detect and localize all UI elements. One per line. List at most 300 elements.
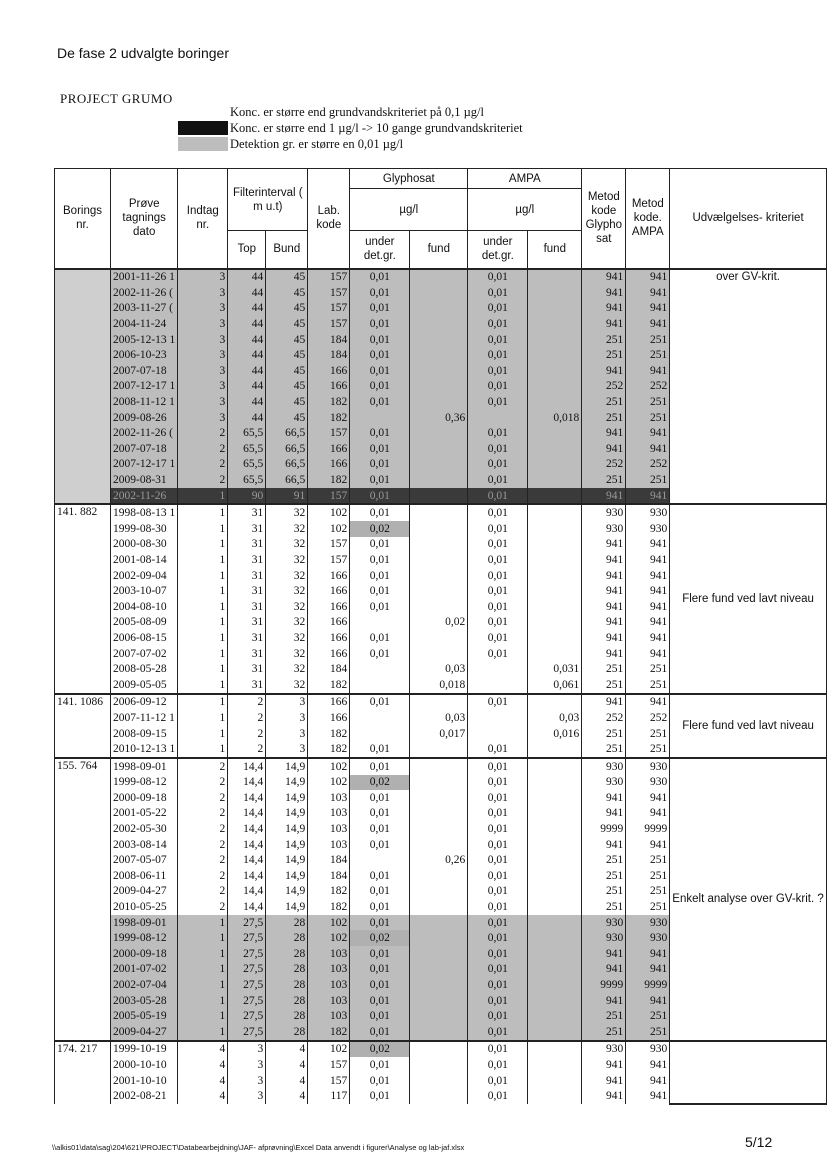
sample-date: 2010-12-13 1: [111, 741, 178, 758]
intake: 1: [178, 1008, 228, 1024]
filter-top: 27,5: [228, 1008, 266, 1024]
gly-fund: [410, 1057, 468, 1073]
metod-ampa: 251: [626, 726, 670, 742]
gly-under: 0,02: [350, 1041, 410, 1058]
gly-under: 0,01: [350, 269, 410, 286]
filter-bund: 28: [266, 1024, 308, 1041]
filter-top: 27,5: [228, 930, 266, 946]
filter-bund: 4: [266, 1041, 308, 1058]
ampa-fund: [528, 568, 582, 584]
filter-bund: 45: [266, 379, 308, 395]
filter-top: 27,5: [228, 915, 266, 931]
header-unit: µg/l: [468, 189, 582, 231]
boring-number: 141. 1086: [55, 694, 111, 758]
sample-date: 2001-07-02: [111, 962, 178, 978]
filter-top: 44: [228, 301, 266, 317]
ampa-fund: 0,03: [528, 710, 582, 726]
filter-bund: 66,5: [266, 472, 308, 488]
gly-under: 0,01: [350, 1088, 410, 1104]
selection-criteria: Flere fund ved lavt niveau: [670, 694, 826, 758]
gly-under: 0,01: [350, 630, 410, 646]
metod-ampa: 941: [626, 993, 670, 1009]
metod-gly: 941: [582, 316, 626, 332]
metod-ampa: 251: [626, 1008, 670, 1024]
legend-swatch: [178, 137, 228, 151]
lab-code: 182: [308, 884, 350, 900]
gly-under: 0,01: [350, 457, 410, 473]
ampa-under: 0,01: [468, 630, 528, 646]
sample-date: 2004-11-24: [111, 316, 178, 332]
filter-bund: 45: [266, 332, 308, 348]
intake: 1: [178, 615, 228, 631]
header-metod-ampa: Metod kode. AMPA: [626, 169, 670, 269]
header-filter: Filterinterval ( m u.t): [228, 169, 308, 231]
header-unit: µg/l: [350, 189, 468, 231]
gly-under: [350, 410, 410, 426]
intake: 2: [178, 758, 228, 775]
metod-gly: 251: [582, 1024, 626, 1041]
sample-date: 2000-10-10: [111, 1057, 178, 1073]
ampa-fund: [528, 758, 582, 775]
intake: 3: [178, 363, 228, 379]
gly-fund: 0,03: [410, 710, 468, 726]
gly-fund: [410, 441, 468, 457]
ampa-under: 0,01: [468, 962, 528, 978]
ampa-under: 0,01: [468, 852, 528, 868]
intake: 1: [178, 962, 228, 978]
metod-gly: 941: [582, 537, 626, 553]
metod-ampa: 252: [626, 457, 670, 473]
sample-date: 2001-08-14: [111, 552, 178, 568]
filter-bund: 14,9: [266, 899, 308, 915]
header-bund: Bund: [266, 231, 308, 269]
ampa-under: 0,01: [468, 930, 528, 946]
lab-code: 157: [308, 552, 350, 568]
gly-fund: [410, 1024, 468, 1041]
metod-gly: 941: [582, 1088, 626, 1104]
filter-top: 44: [228, 269, 266, 286]
gly-fund: 0,018: [410, 677, 468, 694]
ampa-fund: [528, 837, 582, 853]
metod-gly: 9999: [582, 977, 626, 993]
gly-under: 0,02: [350, 775, 410, 791]
ampa-fund: 0,061: [528, 677, 582, 694]
filter-top: 31: [228, 583, 266, 599]
filter-bund: 14,9: [266, 837, 308, 853]
gly-under: 0,01: [350, 568, 410, 584]
lab-code: 166: [308, 583, 350, 599]
lab-code: 102: [308, 915, 350, 931]
gly-under: 0,01: [350, 332, 410, 348]
ampa-fund: [528, 993, 582, 1009]
ampa-fund: [528, 441, 582, 457]
gly-under: 0,01: [350, 962, 410, 978]
ampa-fund: [528, 425, 582, 441]
gly-fund: [410, 425, 468, 441]
gly-under: 0,01: [350, 537, 410, 553]
sample-date: 2006-10-23: [111, 347, 178, 363]
metod-ampa: 930: [626, 504, 670, 521]
lab-code: 166: [308, 568, 350, 584]
sample-date: 2001-05-22: [111, 806, 178, 822]
table-row: [55, 694, 827, 711]
intake: 2: [178, 425, 228, 441]
metod-ampa: 930: [626, 521, 670, 537]
legend-text: Konc. er større end 1 µg/l -> 10 gange grundvandskriteriet: [230, 121, 523, 135]
filter-top: 65,5: [228, 457, 266, 473]
ampa-fund: [528, 583, 582, 599]
intake: 1: [178, 583, 228, 599]
ampa-under: 0,01: [468, 775, 528, 791]
filter-top: 14,4: [228, 790, 266, 806]
metod-gly: 252: [582, 379, 626, 395]
metod-ampa: 251: [626, 852, 670, 868]
metod-ampa: 941: [626, 1088, 670, 1104]
intake: 2: [178, 868, 228, 884]
metod-ampa: 9999: [626, 977, 670, 993]
intake: 3: [178, 347, 228, 363]
filter-bund: 4: [266, 1088, 308, 1104]
metod-gly: 930: [582, 1041, 626, 1058]
filter-bund: 32: [266, 552, 308, 568]
gly-under: [350, 661, 410, 677]
metod-ampa: 930: [626, 775, 670, 791]
ampa-under: 0,01: [468, 1057, 528, 1073]
ampa-under: 0,01: [468, 552, 528, 568]
filter-bund: 14,9: [266, 758, 308, 775]
gly-under: 0,01: [350, 472, 410, 488]
ampa-fund: [528, 332, 582, 348]
sample-date: 2001-11-26 1: [111, 269, 178, 286]
filter-top: 44: [228, 394, 266, 410]
lab-code: 102: [308, 521, 350, 537]
gly-fund: [410, 775, 468, 791]
sample-date: 1998-08-13 1: [111, 504, 178, 521]
ampa-under: 0,01: [468, 379, 528, 395]
intake: 2: [178, 472, 228, 488]
ampa-under: 0,01: [468, 568, 528, 584]
header-glyphosat: Glyphosat: [350, 169, 468, 189]
sample-date: 2002-09-04: [111, 568, 178, 584]
gly-fund: [410, 915, 468, 931]
filter-bund: 28: [266, 915, 308, 931]
metod-ampa: 941: [626, 316, 670, 332]
metod-ampa: 941: [626, 363, 670, 379]
ampa-fund: [528, 868, 582, 884]
ampa-fund: [528, 1041, 582, 1058]
filter-top: 3: [228, 1088, 266, 1104]
filter-top: 14,4: [228, 806, 266, 822]
metod-ampa: 941: [626, 962, 670, 978]
lab-code: 184: [308, 347, 350, 363]
lab-code: 184: [308, 868, 350, 884]
ampa-fund: [528, 316, 582, 332]
metod-gly: 9999: [582, 821, 626, 837]
lab-code: 182: [308, 410, 350, 426]
sample-date: 1999-10-19: [111, 1041, 178, 1058]
gly-under: 0,01: [350, 301, 410, 317]
filter-top: 3: [228, 1041, 266, 1058]
metod-gly: 941: [582, 962, 626, 978]
metod-ampa: 9999: [626, 821, 670, 837]
metod-gly: 251: [582, 741, 626, 758]
gly-fund: [410, 993, 468, 1009]
ampa-under: 0,01: [468, 1088, 528, 1104]
intake: 3: [178, 410, 228, 426]
sample-date: 2010-05-25: [111, 899, 178, 915]
sample-date: 2002-05-30: [111, 821, 178, 837]
ampa-fund: [528, 1073, 582, 1089]
ampa-fund: [528, 915, 582, 931]
ampa-under: 0,01: [468, 504, 528, 521]
filter-bund: 28: [266, 930, 308, 946]
sample-date: 2009-05-05: [111, 677, 178, 694]
metod-gly: 941: [582, 583, 626, 599]
sample-date: 2006-09-12: [111, 694, 178, 711]
filter-top: 65,5: [228, 441, 266, 457]
gly-fund: [410, 1008, 468, 1024]
gly-under: 0,01: [350, 946, 410, 962]
ampa-fund: [528, 599, 582, 615]
lab-code: 103: [308, 1008, 350, 1024]
legend-text: Detektion gr. er større en 0,01 µg/l: [230, 137, 404, 151]
gly-under: 0,01: [350, 583, 410, 599]
gly-under: 0,01: [350, 488, 410, 505]
metod-ampa: 251: [626, 677, 670, 694]
filter-top: 31: [228, 615, 266, 631]
lab-code: 184: [308, 852, 350, 868]
filter-top: 14,4: [228, 837, 266, 853]
gly-fund: [410, 301, 468, 317]
sample-date: 2007-05-07: [111, 852, 178, 868]
legend-swatch: [178, 121, 228, 135]
gly-fund: [410, 583, 468, 599]
sample-date: 2007-07-18: [111, 363, 178, 379]
gly-under: 0,01: [350, 646, 410, 662]
filter-top: 14,4: [228, 868, 266, 884]
gly-under: 0,01: [350, 552, 410, 568]
page-title: De fase 2 udvalgte boringer: [57, 45, 229, 61]
sample-date: 2000-09-18: [111, 790, 178, 806]
intake: 3: [178, 301, 228, 317]
sample-date: 2004-08-10: [111, 599, 178, 615]
sample-date: 2007-07-18: [111, 441, 178, 457]
sample-date: 2007-12-17 1: [111, 379, 178, 395]
legend-item: [178, 120, 523, 136]
filter-bund: 32: [266, 677, 308, 694]
gly-under: 0,01: [350, 1024, 410, 1041]
filter-top: 31: [228, 521, 266, 537]
lab-code: 157: [308, 425, 350, 441]
metod-gly: 941: [582, 646, 626, 662]
lab-code: 166: [308, 441, 350, 457]
metod-gly: 251: [582, 899, 626, 915]
metod-gly: 251: [582, 661, 626, 677]
filter-bund: 28: [266, 1008, 308, 1024]
metod-gly: 930: [582, 758, 626, 775]
boring-number: 174. 217: [55, 1041, 111, 1104]
lab-code: 166: [308, 379, 350, 395]
intake: 1: [178, 930, 228, 946]
metod-gly: 941: [582, 363, 626, 379]
metod-gly: 941: [582, 694, 626, 711]
gly-fund: [410, 394, 468, 410]
filter-top: 2: [228, 741, 266, 758]
metod-ampa: 941: [626, 837, 670, 853]
intake: 2: [178, 806, 228, 822]
lab-code: 157: [308, 488, 350, 505]
lab-code: 166: [308, 710, 350, 726]
sample-date: 2001-10-10: [111, 1073, 178, 1089]
sample-date: 1999-08-12: [111, 930, 178, 946]
metod-ampa: 941: [626, 552, 670, 568]
ampa-fund: [528, 488, 582, 505]
filter-top: 44: [228, 285, 266, 301]
gly-fund: [410, 472, 468, 488]
ampa-fund: [528, 790, 582, 806]
filter-top: 2: [228, 694, 266, 711]
filter-bund: 45: [266, 301, 308, 317]
ampa-under: 0,01: [468, 472, 528, 488]
filter-bund: 3: [266, 710, 308, 726]
lab-code: 184: [308, 332, 350, 348]
intake: 4: [178, 1041, 228, 1058]
metod-gly: 930: [582, 775, 626, 791]
gly-fund: [410, 630, 468, 646]
metod-gly: 251: [582, 677, 626, 694]
metod-gly: 941: [582, 806, 626, 822]
lab-code: 182: [308, 726, 350, 742]
lab-code: 157: [308, 1073, 350, 1089]
selection-criteria: [670, 1041, 826, 1104]
legend-item: [178, 104, 523, 120]
header-udvaelgelse: Udvælgelses- kriteriet: [670, 169, 826, 269]
intake: 1: [178, 488, 228, 505]
boring-number: 155. 764: [55, 758, 111, 1041]
lab-code: 157: [308, 537, 350, 553]
header-under: under det.gr.: [468, 231, 528, 269]
sample-date: 2002-11-26 (: [111, 425, 178, 441]
metod-ampa: 252: [626, 710, 670, 726]
filter-top: 14,4: [228, 758, 266, 775]
metod-ampa: 252: [626, 379, 670, 395]
ampa-under: 0,01: [468, 615, 528, 631]
metod-gly: 941: [582, 488, 626, 505]
filter-bund: 32: [266, 583, 308, 599]
ampa-under: 0,01: [468, 741, 528, 758]
gly-fund: [410, 379, 468, 395]
filter-top: 65,5: [228, 425, 266, 441]
ampa-under: 0,01: [468, 332, 528, 348]
lab-code: 102: [308, 504, 350, 521]
table-row: [55, 1041, 827, 1058]
ampa-fund: 0,031: [528, 661, 582, 677]
intake: 3: [178, 394, 228, 410]
ampa-fund: [528, 630, 582, 646]
ampa-fund: [528, 379, 582, 395]
boring-number: [55, 269, 111, 505]
sample-date: 2003-08-14: [111, 837, 178, 853]
intake: 1: [178, 915, 228, 931]
ampa-under: [468, 677, 528, 694]
ampa-under: 0,01: [468, 285, 528, 301]
filter-bund: 45: [266, 316, 308, 332]
lab-code: 182: [308, 741, 350, 758]
lab-code: 102: [308, 758, 350, 775]
metod-ampa: 941: [626, 537, 670, 553]
lab-code: 182: [308, 1024, 350, 1041]
metod-ampa: 941: [626, 646, 670, 662]
ampa-under: 0,01: [468, 441, 528, 457]
legend-swatch: [178, 105, 228, 119]
gly-under: 0,01: [350, 837, 410, 853]
filter-top: 31: [228, 504, 266, 521]
header-under: under det.gr.: [350, 231, 410, 269]
gly-fund: [410, 285, 468, 301]
lab-code: 103: [308, 993, 350, 1009]
gly-under: 0,01: [350, 694, 410, 711]
gly-under: [350, 615, 410, 631]
filter-top: 44: [228, 347, 266, 363]
filter-bund: 91: [266, 488, 308, 505]
intake: 1: [178, 710, 228, 726]
metod-ampa: 251: [626, 332, 670, 348]
ampa-under: 0,01: [468, 394, 528, 410]
gly-under: 0,01: [350, 599, 410, 615]
metod-gly: 930: [582, 930, 626, 946]
ampa-fund: [528, 269, 582, 286]
file-path: \\alkis01\data\sag\204\621\PROJECT\Databearbejdning\JAF- afprøvning\Excel Data anvendt i figurer\Analyse og lab-jaf.xlsx: [52, 1143, 465, 1152]
ampa-fund: [528, 301, 582, 317]
gly-under: 0,01: [350, 394, 410, 410]
metod-ampa: 251: [626, 1024, 670, 1041]
metod-gly: 941: [582, 1057, 626, 1073]
gly-fund: 0,26: [410, 852, 468, 868]
lab-code: 184: [308, 661, 350, 677]
metod-gly: 941: [582, 946, 626, 962]
boring-number: 141. 882: [55, 504, 111, 693]
filter-top: 14,4: [228, 821, 266, 837]
metod-ampa: 251: [626, 410, 670, 426]
metod-ampa: 930: [626, 1041, 670, 1058]
gly-fund: [410, 1041, 468, 1058]
gly-fund: [410, 269, 468, 286]
metod-gly: 941: [582, 552, 626, 568]
metod-ampa: 941: [626, 583, 670, 599]
gly-fund: [410, 821, 468, 837]
intake: 1: [178, 741, 228, 758]
filter-bund: 28: [266, 962, 308, 978]
metod-gly: 941: [582, 301, 626, 317]
lab-code: 102: [308, 1041, 350, 1058]
ampa-under: [468, 410, 528, 426]
intake: 4: [178, 1057, 228, 1073]
lab-code: 102: [308, 775, 350, 791]
gly-under: [350, 710, 410, 726]
header-proeve: Prøve tagnings dato: [111, 169, 178, 269]
ampa-fund: [528, 821, 582, 837]
filter-bund: 45: [266, 394, 308, 410]
header-indtag: Indtag nr.: [178, 169, 228, 269]
ampa-under: 0,01: [468, 537, 528, 553]
gly-fund: [410, 930, 468, 946]
metod-ampa: 941: [626, 599, 670, 615]
sample-date: 1998-09-01: [111, 758, 178, 775]
metod-ampa: 941: [626, 1057, 670, 1073]
metod-ampa: 941: [626, 630, 670, 646]
selection-criteria: over GV-krit.: [670, 269, 826, 505]
filter-top: 31: [228, 552, 266, 568]
